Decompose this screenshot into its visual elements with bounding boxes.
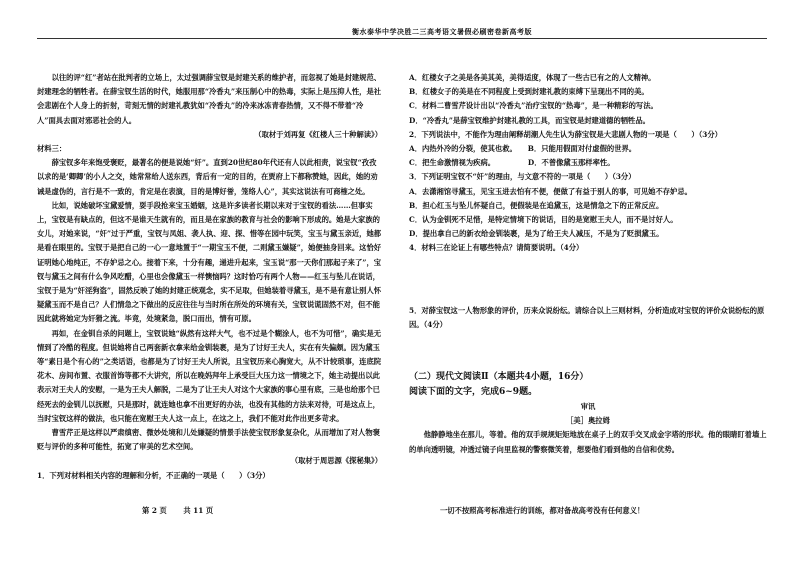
option-d: D．提出拿自己的新衣给金钏装裹，是为了给王夫人减压，不是为了贬损黛玉。 [409, 229, 664, 239]
story-title: 审讯 [580, 402, 596, 412]
answer-space [409, 332, 767, 370]
option-b: B．红楼女子的美是在不同程度上受到封建礼教的束缚下呈现出不同的美。 [409, 87, 649, 97]
question-4: 4．材料三在论证上有哪些特点？请简要说明。（4分） [409, 243, 584, 253]
option-a: A．去潇湘馆寻黛玉，见宝玉进去怕有不便，便做了有益于别人的事，可见她不存妒忌。 [409, 186, 692, 196]
options-cd: C．把生命激情视为疾病。 D．不曾像黛玉那样率性。 [409, 158, 615, 168]
source-citation: （取材于周思源《探秘集》） [290, 456, 382, 466]
question-2: 2．下列说法中，不能作为理由阐释胡潮人先生认为薛宝钗是大悲剧人物的一项是（ ）（3分） [409, 129, 722, 139]
option-b: B．担心红玉与坠儿怀疑自己，便假装是在追黛玉，这是情急之下的正常反应。 [409, 200, 664, 210]
section-title: （二）现代文阅读Ⅱ（本题共4小题，16分） [409, 372, 589, 383]
footer-slogan: 一切不按照高考标准进行的训练，都对备战高考没有任何意义！ [440, 506, 645, 515]
material-heading: 材料三： [37, 144, 67, 154]
question-1: 1．下列对材料相关内容的理解和分析，不正确的一项是（ ）（3分） [37, 470, 270, 480]
page-footer [142, 506, 227, 516]
question-3: 3．下列证明宝钗不“奸”的理由，与文意不符的一项是（ ）（3分） [409, 172, 636, 182]
option-c: C．认为金钏死不足惜，是特定情境下的说话，目的是宽慰王夫人，而不是讨好人。 [409, 215, 678, 225]
page-header: 衡水泰华中学决胜二三高考语文暑假必刷密卷新高考版 [352, 27, 532, 36]
story-paragraph: 他静静地坐在那儿，等着。他的双手规规矩矩地放在桌子上的双手交叉成金字塔的形状。他的眼睛盯着墙上的单向透明镜，冲透过镜子向里监视的警察微笑着，想要他们看到他的自信和优势。 [409, 430, 767, 454]
option-d: D．“冷香丸”是薛宝钗维护封建礼教的工具，而宝钗是封建道德的牺牲品。 [409, 115, 650, 125]
source-citation: （取材于刘再复《红楼人三十种解读》） [254, 129, 382, 139]
section-instruction: 阅读下面的文字，完成6~9题。 [409, 387, 538, 398]
material-paragraph: 薛宝钗多年来饱受褒贬，最著名的便是说她“奸”。直到20世纪80年代还有人以此相责，说宝钗“孜孜以求的是‘卿卿’的小人之交，她常常给人送东西，背后有一定的目的，在贾府上下都称赞她，因此，她的劝诫是虚伪的，言行是不一致的，肯定是在表演，目的是博好誉，笼络人心”，其实这说法有可商榷之处。 [37, 158, 378, 196]
option-a: A．红楼女子之美是各美其美，美得适度，体现了一些古已有之的人文精神。 [409, 73, 656, 82]
answer-space [409, 256, 767, 304]
question-5: 5．对薛宝钗这一人物形象的评价，历来众说纷纭。请综合以上三则材料，分析造成对宝钗的评价众说纷纭的原因。（4分） [409, 305, 765, 329]
right-column [409, 71, 767, 457]
page-total: 共 11 页 [183, 506, 214, 515]
material-paragraph: 比如，说她破坏宝黛爱情，耍手段抢来宝玉婚姻，这是许多读者长期以来对于宝钗的看法……但事实上，宝钗是有缺点的，但这不是谁天生就有的，而且是在家族的教育与社会的影响下形成的。她是大家族的女儿，对她来说，“奸”过于严重，宝钗与凤姐、袭人执、迎、探、惜等在园中玩笑，宝玉与黛玉亲近，她都是看在眼里的。宝钗于是把自己的一心一意地置于“一期宝玉不便，二则黛玉嫌疑”，她便抽身回来。这恰好证明她心地纯正，不存妒忌之心。接着下来，十分有趣，递进升起来，宝玉说“那一天你们那起子来了”，宝钗与黛玉之间有什么争风吃醋，心里也会像黛玉一样懊恼吗？这时恰巧有两个人物——红玉与坠儿在说话，宝钗于是为“奸淫狗盗”，固然反映了她的封建正统观念，实不足取，但她装着寻黛玉，是不是有意让别人怀疑黛玉而不是自己？人们情急之下做出的反应往往与当时所在所处的环境有关，宝钗说谎固然不对，但不能因此就将她定为奸猾之流。毕竟，处境紧急，脱口而出，情有可原。 [37, 200, 382, 324]
story-author: ［美］奥拉姆 [566, 416, 610, 426]
option-c: C．材料二曹雪芹设计出以“冷香丸”治疗宝钗的“热毒”，是一种精彩的写法。 [409, 101, 658, 111]
material-paragraph: 以往的评“红”者站在批判者的立场上，太过强调薛宝钗是封建关系的维护者，而忽视了她是封建规范、封建理念的牺牲者。在薛宝钗生活的时代，她服用那“冷香丸”来压制心中的热毒，实际上是压抑人性，是社会悲剧在个人身上的折射，苛刻无情的封建礼教犹如“冷香丸”的冷来冰冻青春热情，又不得不带着“冷人”面具去面对邪恶社会的人。 [37, 73, 382, 125]
page-number: 第 2 页 [142, 506, 167, 515]
header-rule [37, 38, 767, 39]
material-paragraph: 再如，在金钏自杀的问题上，宝钗说她“纵然有这样大气，也不过是个糊涂人，也不为可惜”，确实是无情到了冷酷的程度。但说她将自己两套新衣拿来给金钏装裹，是为了讨好王夫人，实在有失偏颇。因为黛玉等“素日是个有心的”之类话语，也都是为了讨好王夫人所说，且宝钗历来心胸宽大，从不计较琐事，连底院花木、房间布置、衣服首饰等都不大讲究，所以在晚妈拜年上承受巨大压力这一情境之下，她主动提出以此表示对王夫人的安慰，一是为王夫人解脱，二是为了让王夫人对这个大家族的事心里有底，三是也给那个已经死去的金钏儿以抚慰，只是那时，就连她也拿不出更好的办法，也没有其他的方法来对待，可是这点上，当时宝钗这样的做法，也只能在宽慰王夫人这一点上，在这之上，我们不能对此作出更多苛求。 [37, 328, 382, 423]
material-paragraph: 曹雪芹正是这样以严肃缜密、微妙处境和儿处嫌疑的情景手法使宝钗形象复杂化，从而增加了对人物褒贬与评价的多种可能性，拓宽了审美的艺术空间。 [37, 428, 380, 452]
left-column [37, 71, 382, 483]
options-ab: A．内热外冷的分裂，使其也救。 B．只能用假面对付虚假的世界。 [409, 144, 637, 154]
